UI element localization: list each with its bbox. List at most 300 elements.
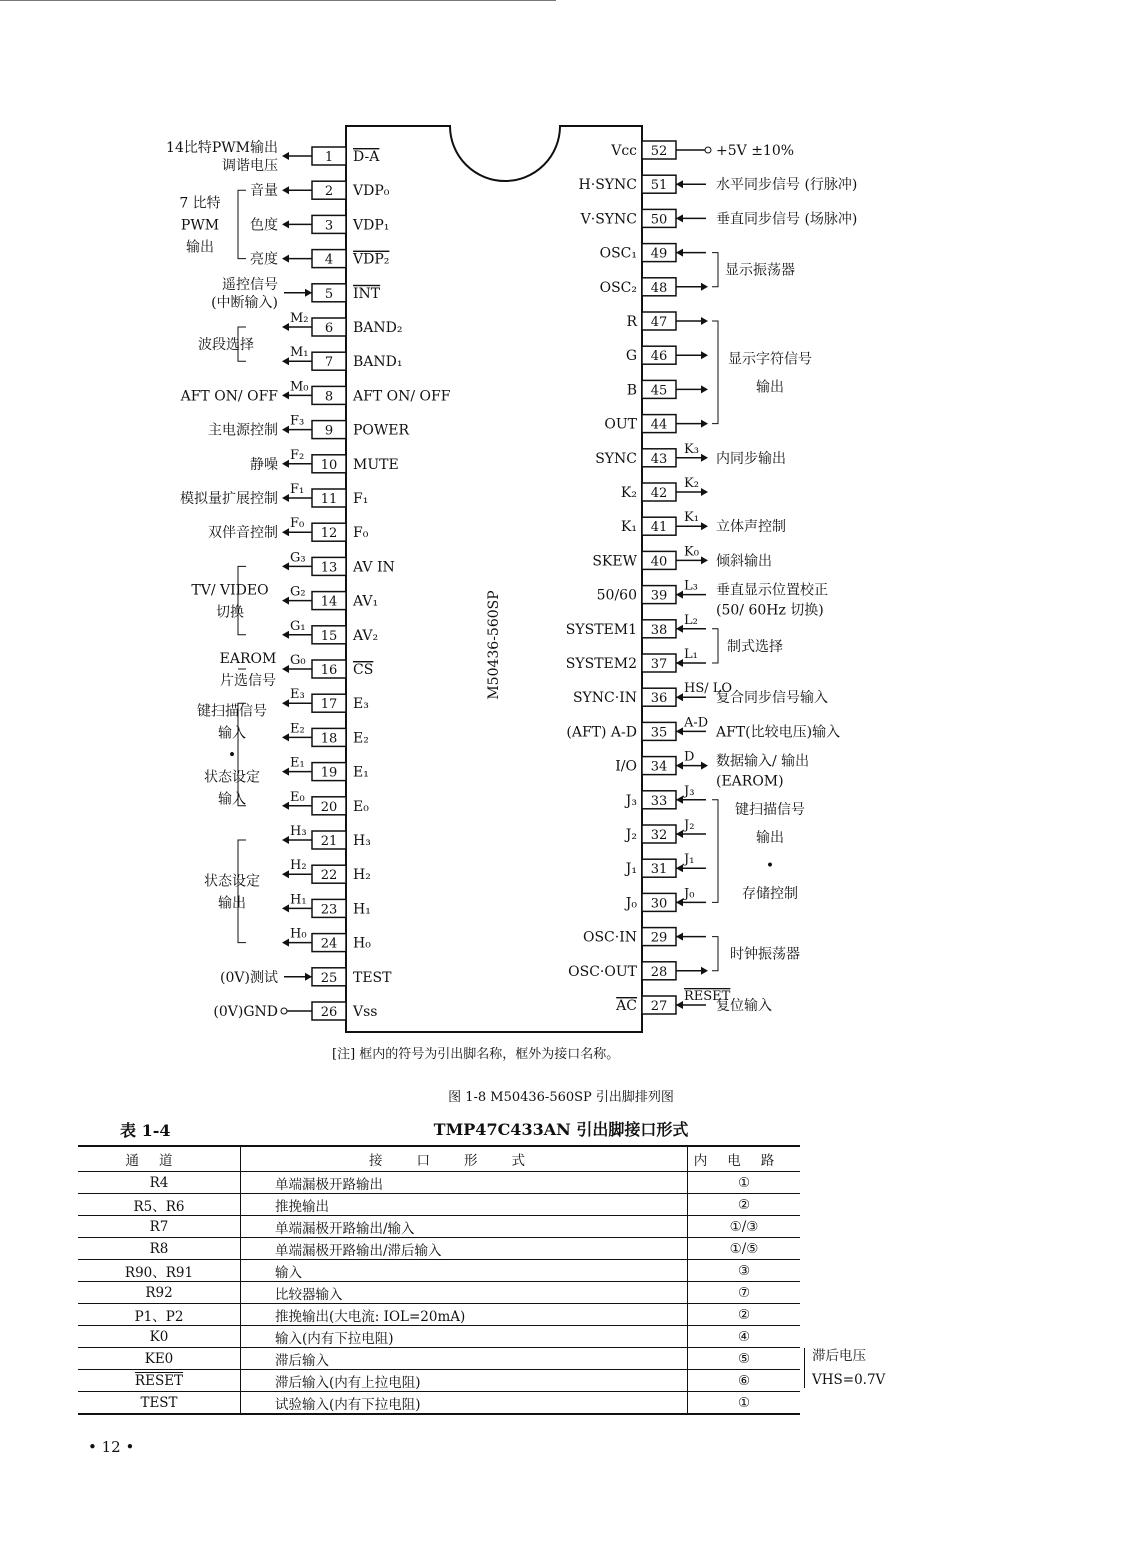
signal-name: H₂ xyxy=(290,858,307,874)
direction-arrow xyxy=(701,488,708,496)
group-label: 键扫描信号 xyxy=(735,802,805,819)
pin-label: H₃ xyxy=(353,833,371,849)
pin-label: POWER xyxy=(353,422,410,439)
pin-label: E₃ xyxy=(353,696,369,713)
direction-arrow xyxy=(282,528,289,536)
pin-number: 38 xyxy=(650,622,668,638)
cell-channel: K0 xyxy=(78,1326,241,1348)
direction-arrow xyxy=(676,214,683,222)
table-row xyxy=(78,1326,800,1348)
direction-arrow xyxy=(282,631,289,639)
cell-interface: 推挽输出 xyxy=(241,1194,688,1216)
table-title: TMP47C433AN 引出脚接口形式 xyxy=(433,1120,689,1139)
chip-body xyxy=(346,126,642,1032)
interface-name: AFT(比较电压)输入 xyxy=(716,724,841,741)
signal-name: F₂ xyxy=(290,447,305,463)
pin-number: 29 xyxy=(650,930,668,946)
pin-label: OSC₁ xyxy=(599,245,637,262)
signal-name: H₀ xyxy=(290,926,307,942)
pin-label: H·SYNC xyxy=(578,177,637,194)
signal-name: H₃ xyxy=(290,824,307,839)
direction-arrow xyxy=(282,391,289,399)
table-row xyxy=(78,1194,800,1216)
pin-number: 47 xyxy=(650,315,668,330)
direction-arrow xyxy=(282,939,289,947)
group-brace xyxy=(712,800,718,903)
direction-arrow xyxy=(676,933,683,941)
direction-arrow xyxy=(676,659,683,667)
pin-label: H₁ xyxy=(353,901,371,918)
cell-interface: 试验输入(内有下拉电阻) xyxy=(241,1392,688,1415)
interface-name: 亮度 xyxy=(250,251,278,268)
pin-label: AV₁ xyxy=(353,593,379,610)
cell-interface: 单端漏极开路输出/滞后输入 xyxy=(241,1238,688,1260)
pin-number: 27 xyxy=(650,999,668,1014)
group-label: 输出 xyxy=(218,895,246,912)
pin-number: 15 xyxy=(320,628,338,644)
pin-number: 35 xyxy=(650,725,668,741)
interface-name: 垂直显示位置校正 xyxy=(716,582,828,599)
pin-label: AV IN xyxy=(353,559,395,576)
group-label: 显示振荡器 xyxy=(725,262,795,279)
pin-label: F₀ xyxy=(353,525,369,542)
interface-name: 遥控信号 xyxy=(222,276,278,293)
side-note xyxy=(812,1344,885,1392)
direction-arrow xyxy=(282,357,289,365)
pin-label: E₀ xyxy=(353,798,369,815)
signal-name: G₁ xyxy=(290,618,306,634)
pin-number: 37 xyxy=(650,657,668,672)
pin-label: R xyxy=(626,314,637,330)
interface-name: (中断输入) xyxy=(211,294,278,311)
direction-arrow xyxy=(282,255,289,263)
header-circuit: 内电路 xyxy=(688,1146,801,1172)
group-brace xyxy=(712,629,718,663)
table-header-row xyxy=(78,1146,800,1172)
pin-number: 42 xyxy=(650,486,668,501)
group-label: PWM xyxy=(180,217,220,234)
direction-arrow xyxy=(676,898,683,906)
pin-number: 24 xyxy=(320,936,338,952)
pin-label: AV₂ xyxy=(353,627,379,644)
pin-label: V·SYNC xyxy=(580,211,637,228)
table-row xyxy=(78,1304,800,1326)
pin-number: 11 xyxy=(320,492,338,507)
interface-name: 垂直同步信号 (场脉冲) xyxy=(716,211,858,228)
signal-name: K₀ xyxy=(684,544,699,560)
pin-label: J₃ xyxy=(625,792,637,809)
group-brace xyxy=(712,253,718,287)
cell-interface: 滞后输入(内有上拉电阻) xyxy=(241,1370,688,1392)
direction-arrow xyxy=(701,420,708,428)
direction-arrow xyxy=(282,665,289,673)
pin-label: INT xyxy=(353,285,381,302)
cell-interface: 单端漏极开路输出 xyxy=(241,1172,688,1194)
pin-number: 2 xyxy=(324,184,334,200)
signal-name: G₂ xyxy=(290,584,306,600)
pin-number: 50 xyxy=(650,212,668,228)
group-label: 存储控制 xyxy=(742,886,798,903)
signal-name: J₂ xyxy=(684,818,695,833)
pin-number: 7 xyxy=(324,355,334,371)
group-label: 显示字符信号 xyxy=(728,351,812,368)
direction-arrow xyxy=(282,152,289,160)
pin-number: 8 xyxy=(324,389,334,405)
interface-name: 倾斜输出 xyxy=(716,553,772,570)
pin-label: SYNC xyxy=(595,450,637,467)
signal-name: E₀ xyxy=(290,789,305,805)
direction-arrow xyxy=(282,597,289,605)
pin-label: B xyxy=(626,382,637,399)
direction-arrow xyxy=(282,768,289,776)
signal-name: J₀ xyxy=(684,886,695,902)
signal-name: J₃ xyxy=(684,783,695,799)
interface-table xyxy=(78,1145,800,1415)
direction-arrow xyxy=(282,460,289,468)
group-label: • xyxy=(227,747,237,764)
pin-number: 20 xyxy=(320,799,338,815)
signal-name: RESET xyxy=(684,989,731,1004)
cell-circuit: ①/⑤ xyxy=(688,1238,801,1260)
pin-label: OSC·IN xyxy=(582,929,637,946)
table-row xyxy=(78,1260,800,1282)
group-label: 片选信号 xyxy=(220,673,276,689)
direction-arrow xyxy=(305,289,312,297)
figure-caption: 图 1-8 M50436-560SP 引出脚排列图 xyxy=(448,1090,674,1105)
direction-arrow xyxy=(282,562,289,570)
direction-arrow xyxy=(282,186,289,194)
direction-arrow xyxy=(282,699,289,707)
pin-number: 4 xyxy=(324,252,334,268)
cell-circuit: ⑥ xyxy=(688,1370,801,1392)
pin-label: H₂ xyxy=(353,867,371,884)
group-label: 切换 xyxy=(216,604,244,621)
cell-channel: R90、R91 xyxy=(78,1260,241,1282)
signal-name: HS/ LO xyxy=(684,681,733,697)
group-brace xyxy=(238,840,246,943)
pin-number: 41 xyxy=(650,520,668,536)
pin-label: MUTE xyxy=(353,456,399,473)
table-row xyxy=(78,1238,800,1260)
direction-arrow xyxy=(701,522,708,530)
pin-label: SYSTEM1 xyxy=(565,621,637,638)
direction-arrow xyxy=(701,762,708,770)
direction-arrow xyxy=(282,733,289,741)
pin-label: (AFT) A-D xyxy=(566,724,637,741)
pin-label: AC xyxy=(616,998,637,1014)
pin-number: 51 xyxy=(650,178,668,194)
direction-arrow xyxy=(282,323,289,331)
table-row xyxy=(78,1370,800,1392)
group-label: 输入 xyxy=(218,725,246,742)
pin-number: 12 xyxy=(320,526,338,542)
pin-label: K₂ xyxy=(620,485,637,501)
header-channel: 通道 xyxy=(78,1146,241,1172)
part-number-label: M50436-560SP xyxy=(486,590,502,700)
cell-circuit: ② xyxy=(688,1194,801,1216)
pin-label: K₁ xyxy=(620,519,637,536)
pin-number: 33 xyxy=(650,793,668,809)
direction-arrow xyxy=(676,796,683,804)
signal-name: K₁ xyxy=(684,510,699,526)
pin-number: 17 xyxy=(320,697,338,713)
cell-interface: 推挽输出(大电流: IOL=20mA) xyxy=(241,1304,688,1326)
signal-name: M₂ xyxy=(290,311,309,326)
interface-name: 双伴音控制 xyxy=(208,525,278,542)
signal-name: G₃ xyxy=(290,550,306,566)
direction-arrow xyxy=(701,283,708,291)
cell-circuit: ⑤ xyxy=(688,1348,801,1370)
group-label: 7 比特 xyxy=(179,195,221,212)
cell-interface: 比较器输入 xyxy=(241,1282,688,1304)
signal-name: L₁ xyxy=(684,647,698,662)
group-brace xyxy=(712,937,718,971)
direction-arrow xyxy=(701,454,708,462)
direction-arrow xyxy=(676,249,683,257)
direction-arrow xyxy=(701,385,708,393)
direction-arrow xyxy=(282,494,289,502)
direction-arrow xyxy=(701,556,708,564)
table-label: 表 1-4 xyxy=(120,1121,171,1140)
signal-name: L₂ xyxy=(684,612,698,628)
interface-name: (0V)测试 xyxy=(220,969,278,986)
pin-number: 44 xyxy=(650,417,668,433)
pin-label: I/O xyxy=(615,758,637,775)
interface-name: 色度 xyxy=(250,217,278,234)
group-brace xyxy=(238,566,246,634)
cell-channel: R7 xyxy=(78,1216,241,1238)
group-label: 输出 xyxy=(756,830,784,847)
direction-arrow xyxy=(282,836,289,844)
interface-name: 调谐电压 xyxy=(222,158,278,174)
pin-label: D-A xyxy=(353,149,380,165)
direction-arrow xyxy=(282,220,289,228)
interface-name: AFT ON/ OFF xyxy=(180,388,278,405)
pin-number: 13 xyxy=(320,560,338,576)
pin-label: BAND₁ xyxy=(353,354,403,371)
cell-circuit: ⑦ xyxy=(688,1282,801,1304)
group-label: 状态设定 xyxy=(204,873,260,890)
interface-name: 音量 xyxy=(250,183,278,200)
group-brace xyxy=(238,190,246,258)
cell-channel: R92 xyxy=(78,1282,241,1304)
interface-name: 模拟量扩展控制 xyxy=(180,491,278,507)
signal-name: E₁ xyxy=(290,755,305,771)
pin-label: J₁ xyxy=(625,861,637,878)
direction-arrow xyxy=(282,870,289,878)
diagram-note: [注] 框内的符号为引出脚名称，框外为接口名称。 xyxy=(332,1047,620,1062)
signal-name: F₁ xyxy=(290,482,305,497)
pin-number: 40 xyxy=(650,554,668,570)
direction-arrow xyxy=(282,904,289,912)
group-label: 输出 xyxy=(186,239,214,256)
interface-name: 立体声控制 xyxy=(716,519,786,536)
interface-name: 数据输入/ 输出 xyxy=(716,753,810,770)
side-note-brace xyxy=(804,1348,811,1388)
signal-name: K₂ xyxy=(684,476,699,491)
pin-number: 18 xyxy=(320,731,338,747)
pin-number: 48 xyxy=(650,280,668,296)
pin-number: 45 xyxy=(650,383,668,399)
direction-arrow xyxy=(676,864,683,872)
interface-name: 14比特PWM输出 xyxy=(166,140,278,156)
table-row xyxy=(78,1348,800,1370)
pin-number: 26 xyxy=(320,1005,338,1020)
direction-arrow xyxy=(676,591,683,599)
pin-label: Vcc xyxy=(611,143,637,159)
signal-name: F₃ xyxy=(290,413,305,429)
interface-name: (EAROM) xyxy=(716,773,784,790)
pin-number: 46 xyxy=(650,349,668,365)
pin-label: TEST xyxy=(353,969,392,986)
interface-name: 水平同步信号 (行脉冲) xyxy=(716,177,858,194)
pin-label: BAND₂ xyxy=(353,320,403,336)
pin-number: 23 xyxy=(320,902,338,918)
table-row xyxy=(78,1172,800,1194)
cell-channel: R4 xyxy=(78,1172,241,1194)
cell-interface: 滞后输入 xyxy=(241,1348,688,1370)
direction-arrow xyxy=(676,1001,683,1009)
cell-channel: R5、R6 xyxy=(78,1194,241,1216)
group-label: • xyxy=(765,858,775,875)
cell-channel: R8 xyxy=(78,1238,241,1260)
group-label: 波段选择 xyxy=(198,337,254,354)
pin-number: 25 xyxy=(320,970,338,986)
pin-label: J₀ xyxy=(625,895,637,912)
direction-arrow xyxy=(676,830,683,838)
signal-name: M₀ xyxy=(290,379,309,395)
pin-number: 32 xyxy=(650,828,668,843)
pin-label: AFT ON/ OFF xyxy=(353,388,451,405)
pin-number: 39 xyxy=(650,588,668,604)
pin-label: VDP₀ xyxy=(353,183,390,200)
direction-arrow xyxy=(676,727,683,735)
direction-arrow xyxy=(701,317,708,325)
side-note-line: VHS=0.7V xyxy=(812,1372,886,1388)
interface-name: 静噪 xyxy=(250,456,278,473)
cell-channel: P1、P2 xyxy=(78,1304,241,1326)
pin-number: 28 xyxy=(650,964,668,980)
pin-label: F₁ xyxy=(353,491,369,507)
pin-number: 21 xyxy=(320,834,338,849)
pin-label: 50/60 xyxy=(596,587,637,604)
pin-number: 6 xyxy=(324,321,334,336)
pin-number: 30 xyxy=(650,896,668,912)
side-note-line: 滞后电压 xyxy=(812,1348,866,1364)
pin-label: G xyxy=(625,348,637,365)
direction-arrow xyxy=(676,693,683,701)
pin-number: 5 xyxy=(324,286,334,302)
pin-number: 19 xyxy=(320,765,338,781)
pin-label: Vss xyxy=(353,1004,378,1020)
table-row xyxy=(78,1392,800,1415)
pin-number: 49 xyxy=(650,246,668,262)
direction-arrow xyxy=(676,625,683,633)
pin-number: 9 xyxy=(324,423,334,439)
group-label: 状态设定 xyxy=(204,769,260,786)
terminal-circle xyxy=(705,147,711,153)
pin-label: OUT xyxy=(604,416,637,433)
signal-name: F₀ xyxy=(290,516,305,532)
group-label: 输出 xyxy=(756,379,784,396)
group-label: 制式选择 xyxy=(727,638,783,655)
pin-number: 52 xyxy=(650,144,668,159)
interface-name: 主电源控制 xyxy=(208,422,278,439)
interface-name: (0V)GND xyxy=(213,1004,278,1020)
interface-name: (50/ 60Hz 切换) xyxy=(716,602,824,619)
header-interface: 接口形式 xyxy=(241,1146,688,1172)
pin-label: SYNC·IN xyxy=(572,690,637,707)
pin-label: VDP₂ xyxy=(353,251,390,268)
direction-arrow xyxy=(676,762,683,770)
table-row xyxy=(78,1216,800,1238)
cell-circuit: ④ xyxy=(688,1326,801,1348)
pin-label: SKEW xyxy=(592,553,637,570)
pin-label: SYSTEM2 xyxy=(565,656,637,672)
cell-interface: 输入(内有下拉电阻) xyxy=(241,1326,688,1348)
direction-arrow xyxy=(676,180,683,188)
pin-number: 16 xyxy=(320,663,338,678)
pin-number: 31 xyxy=(650,862,668,878)
interface-name: 复合同步信号输入 xyxy=(716,690,828,707)
direction-arrow xyxy=(305,973,312,981)
signal-name: K₃ xyxy=(684,441,699,457)
table-row xyxy=(78,1282,800,1304)
terminal-circle xyxy=(281,1008,287,1014)
cell-channel: RESET xyxy=(78,1370,241,1392)
direction-arrow xyxy=(282,802,289,810)
pin-number: 3 xyxy=(324,218,334,234)
cell-interface: 单端漏极开路输出/输入 xyxy=(241,1216,688,1238)
signal-name: E₃ xyxy=(290,687,305,703)
group-label: TV/ VIDEO xyxy=(191,582,269,599)
signal-name: M₁ xyxy=(290,345,309,361)
cell-circuit: ①/③ xyxy=(688,1216,801,1238)
cell-circuit: ③ xyxy=(688,1260,801,1282)
pin-number: 34 xyxy=(650,759,668,775)
pin-number: 14 xyxy=(320,594,338,610)
signal-name: L₃ xyxy=(684,578,698,594)
pin-number: 36 xyxy=(650,691,668,707)
interface-name: 内同步输出 xyxy=(716,450,786,467)
direction-arrow xyxy=(282,426,289,434)
signal-name: H₁ xyxy=(290,892,307,908)
pin-label: H₀ xyxy=(353,935,371,952)
direction-arrow xyxy=(701,967,708,975)
group-label: 键扫描信号 xyxy=(197,703,267,720)
cell-circuit: ① xyxy=(688,1392,801,1415)
pin-label: CS xyxy=(353,662,374,678)
pin-label: OSC·OUT xyxy=(568,963,637,980)
cell-circuit: ② xyxy=(688,1304,801,1326)
interface-name: 复位输入 xyxy=(716,998,772,1014)
cell-channel: TEST xyxy=(78,1392,241,1415)
cell-interface: 输入 xyxy=(241,1260,688,1282)
pin-number: 1 xyxy=(324,150,334,165)
pin-label: J₂ xyxy=(625,827,637,843)
direction-arrow xyxy=(701,351,708,359)
signal-name: A-D xyxy=(684,715,709,731)
cell-channel: KE0 xyxy=(78,1348,241,1370)
pin-number: 10 xyxy=(320,457,338,473)
pin-number: 43 xyxy=(650,451,668,467)
interface-name: +5V ±10% xyxy=(716,143,795,159)
signal-name: J₁ xyxy=(684,852,695,868)
pin-label: VDP₁ xyxy=(353,217,390,234)
signal-name: D xyxy=(684,749,695,765)
pin-label: OSC₂ xyxy=(599,279,637,296)
group-label: 输入 xyxy=(218,791,246,808)
